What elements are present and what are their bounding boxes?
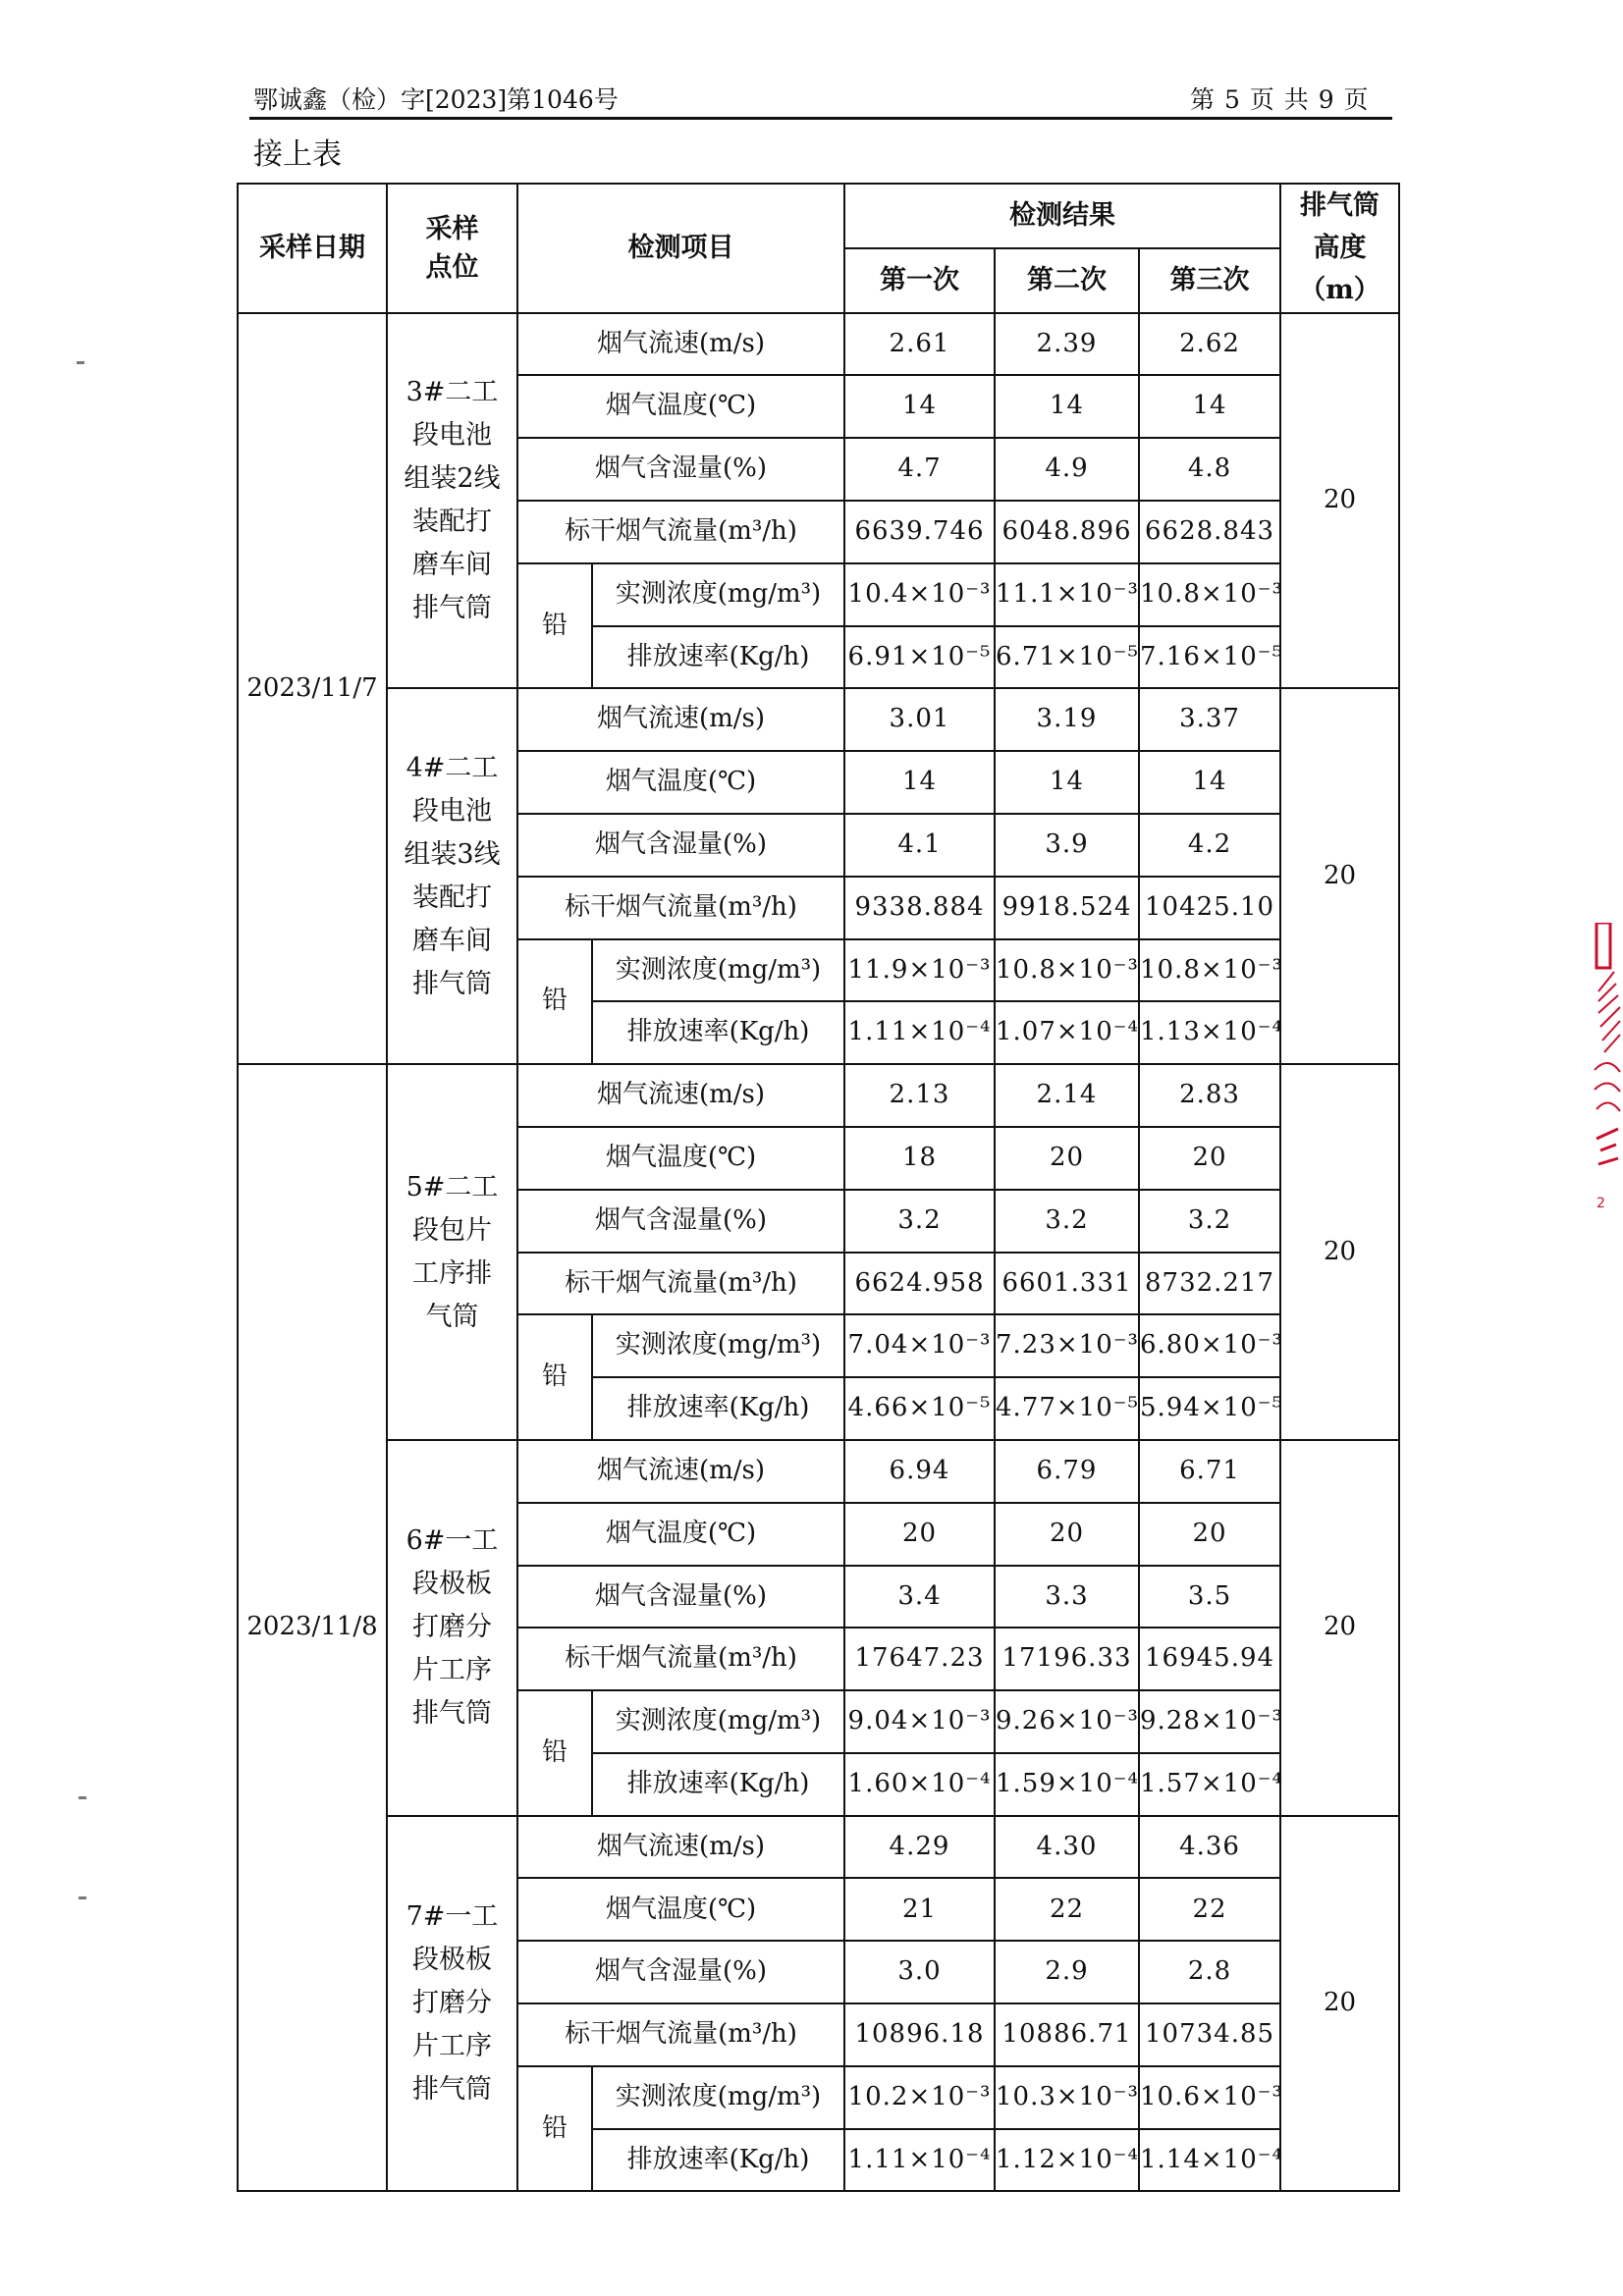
item-humidity: 烟气含湿量(%) xyxy=(517,438,844,501)
result-value: 14 xyxy=(844,375,995,438)
sampling-date: 2023/11/7 xyxy=(238,313,387,1065)
stack-height: 20 xyxy=(1280,1064,1399,1440)
item-temperature: 烟气温度(℃) xyxy=(517,751,844,814)
item-flow: 标干烟气流量(m³/h) xyxy=(517,877,844,939)
result-value: 2.13 xyxy=(844,1064,995,1127)
result-value: 4.30 xyxy=(995,1816,1139,1879)
result-value: 17196.33 xyxy=(995,1628,1139,1690)
item-flow: 标干烟气流量(m³/h) xyxy=(517,501,844,563)
result-value: 21 xyxy=(844,1878,995,1941)
item-concentration: 实测浓度(mg/m³) xyxy=(592,2066,844,2129)
col-point-header: 采样点位 xyxy=(387,184,517,313)
item-velocity: 烟气流速(m/s) xyxy=(517,313,844,376)
item-velocity: 烟气流速(m/s) xyxy=(517,688,844,751)
table-row xyxy=(238,1816,1399,1879)
result-value: 20 xyxy=(995,1127,1139,1190)
result-value: 9.04×10⁻³ xyxy=(844,1690,995,1753)
result-value: 6.71 xyxy=(1139,1440,1280,1503)
result-value: 10.8×10⁻³ xyxy=(995,939,1139,1002)
result-value: 1.12×10⁻⁴ xyxy=(995,2129,1139,2192)
result-value: 1.57×10⁻⁴ xyxy=(1139,1753,1280,1816)
col-item-header: 检测项目 xyxy=(517,184,844,313)
result-value: 3.2 xyxy=(1139,1190,1280,1253)
result-value: 1.07×10⁻⁴ xyxy=(995,1001,1139,1064)
item-humidity: 烟气含湿量(%) xyxy=(517,1566,844,1629)
result-value: 6628.843 xyxy=(1139,501,1280,563)
result-value: 4.9 xyxy=(995,438,1139,501)
item-temperature: 烟气温度(℃) xyxy=(517,1503,844,1566)
item-rate: 排放速率(Kg/h) xyxy=(592,1377,844,1440)
item-concentration: 实测浓度(mg/m³) xyxy=(592,939,844,1002)
item-concentration: 实测浓度(mg/m³) xyxy=(592,563,844,626)
result-value: 6639.746 xyxy=(844,501,995,563)
results-table xyxy=(237,183,1400,2192)
item-flow: 标干烟气流量(m³/h) xyxy=(517,1628,844,1690)
item-rate: 排放速率(Kg/h) xyxy=(592,1753,844,1816)
red-seal-fragment xyxy=(1591,923,1623,1237)
report-number: 鄂诚鑫（检）字[2023]第1046号 xyxy=(253,85,619,114)
result-value: 3.37 xyxy=(1139,688,1280,751)
item-lead: 铅 xyxy=(517,1314,592,1440)
result-value: 6.91×10⁻⁵ xyxy=(844,626,995,689)
result-value: 7.04×10⁻³ xyxy=(844,1314,995,1377)
result-value: 10.4×10⁻³ xyxy=(844,563,995,626)
result-value: 4.8 xyxy=(1139,438,1280,501)
result-value: 14 xyxy=(1139,375,1280,438)
result-value: 20 xyxy=(844,1503,995,1566)
result-value: 4.7 xyxy=(844,438,995,501)
result-value: 16945.94 xyxy=(1139,1628,1280,1690)
item-lead: 铅 xyxy=(517,1690,592,1816)
result-value: 1.60×10⁻⁴ xyxy=(844,1753,995,1816)
sampling-date: 2023/11/8 xyxy=(238,1064,387,2191)
table-row xyxy=(238,688,1399,751)
result-value: 4.66×10⁻⁵ xyxy=(844,1377,995,1440)
result-value: 5.94×10⁻⁵ xyxy=(1139,1377,1280,1440)
result-value: 6601.331 xyxy=(995,1253,1139,1315)
stack-height: 20 xyxy=(1280,1440,1399,1816)
sampling-point: 6#一工段极板打磨分片工序排气筒 xyxy=(387,1440,517,1816)
item-rate: 排放速率(Kg/h) xyxy=(592,2129,844,2192)
stack-height: 20 xyxy=(1280,313,1399,689)
result-value: 20 xyxy=(1139,1127,1280,1190)
item-rate: 排放速率(Kg/h) xyxy=(592,1001,844,1064)
result-value: 9338.884 xyxy=(844,877,995,939)
result-value: 14 xyxy=(1139,751,1280,814)
result-value: 3.9 xyxy=(995,814,1139,877)
result-value: 3.4 xyxy=(844,1566,995,1629)
result-value: 6.80×10⁻³ xyxy=(1139,1314,1280,1377)
header-row xyxy=(238,184,1399,248)
result-value: 10.8×10⁻³ xyxy=(1139,939,1280,1002)
scan-speck xyxy=(79,1896,86,1899)
result-value: 2.14 xyxy=(995,1064,1139,1127)
result-value: 1.13×10⁻⁴ xyxy=(1139,1001,1280,1064)
result-value: 10.2×10⁻³ xyxy=(844,2066,995,2129)
table-row xyxy=(238,1440,1399,1503)
result-value: 7.23×10⁻³ xyxy=(995,1314,1139,1377)
scan-speck xyxy=(77,361,84,364)
item-lead: 铅 xyxy=(517,563,592,689)
result-value: 10886.71 xyxy=(995,2003,1139,2066)
sampling-point: 7#一工段极板打磨分片工序排气筒 xyxy=(387,1816,517,2192)
result-value: 10734.85 xyxy=(1139,2003,1280,2066)
result-value: 6048.896 xyxy=(995,501,1139,563)
result-value: 8732.217 xyxy=(1139,1253,1280,1315)
col-date-header: 采样日期 xyxy=(238,184,387,313)
stack-height: 20 xyxy=(1280,688,1399,1064)
result-value: 22 xyxy=(1139,1878,1280,1941)
item-concentration: 实测浓度(mg/m³) xyxy=(592,1314,844,1377)
result-value: 6.79 xyxy=(995,1440,1139,1503)
result-value: 2.83 xyxy=(1139,1064,1280,1127)
result-value: 6.94 xyxy=(844,1440,995,1503)
col-height-header: 排气筒高度（m） xyxy=(1280,184,1399,313)
result-value: 2.9 xyxy=(995,1941,1139,2003)
sampling-point: 3#二工段电池组装2线装配打磨车间排气筒 xyxy=(387,313,517,689)
result-value: 9918.524 xyxy=(995,877,1139,939)
result-value: 17647.23 xyxy=(844,1628,995,1690)
result-value: 3.3 xyxy=(995,1566,1139,1629)
result-value: 20 xyxy=(995,1503,1139,1566)
result-value: 11.9×10⁻³ xyxy=(844,939,995,1002)
result-value: 20 xyxy=(1139,1503,1280,1566)
item-rate: 排放速率(Kg/h) xyxy=(592,626,844,689)
result-value: 4.77×10⁻⁵ xyxy=(995,1377,1139,1440)
result-value: 2.39 xyxy=(995,313,1139,376)
item-humidity: 烟气含湿量(%) xyxy=(517,814,844,877)
item-lead: 铅 xyxy=(517,939,592,1065)
scan-speck xyxy=(79,1796,86,1799)
result-value: 10.3×10⁻³ xyxy=(995,2066,1139,2129)
result-value: 3.19 xyxy=(995,688,1139,751)
item-velocity: 烟气流速(m/s) xyxy=(517,1440,844,1503)
col-first-header: 第一次 xyxy=(844,248,995,313)
result-value: 2.8 xyxy=(1139,1941,1280,2003)
item-flow: 标干烟气流量(m³/h) xyxy=(517,2003,844,2066)
result-value: 2.62 xyxy=(1139,313,1280,376)
result-value: 1.11×10⁻⁴ xyxy=(844,1001,995,1064)
result-value: 10896.18 xyxy=(844,2003,995,2066)
continued-label: 接上表 xyxy=(253,137,342,172)
result-value: 3.01 xyxy=(844,688,995,751)
col-third-header: 第三次 xyxy=(1139,248,1280,313)
result-value: 1.59×10⁻⁴ xyxy=(995,1753,1139,1816)
result-value: 2.61 xyxy=(844,313,995,376)
result-value: 3.2 xyxy=(995,1190,1139,1253)
result-value: 14 xyxy=(844,751,995,814)
result-value: 11.1×10⁻³ xyxy=(995,563,1139,626)
result-value: 6.71×10⁻⁵ xyxy=(995,626,1139,689)
page-indicator: 第 5 页 共 9 页 xyxy=(1190,85,1370,114)
result-value: 1.14×10⁻⁴ xyxy=(1139,2129,1280,2192)
sampling-point: 4#二工段电池组装3线装配打磨车间排气筒 xyxy=(387,688,517,1064)
item-concentration: 实测浓度(mg/m³) xyxy=(592,1690,844,1753)
result-value: 4.1 xyxy=(844,814,995,877)
header-rule xyxy=(249,117,1392,120)
result-value: 3.2 xyxy=(844,1190,995,1253)
result-value: 4.29 xyxy=(844,1816,995,1879)
result-value: 10.6×10⁻³ xyxy=(1139,2066,1280,2129)
result-value: 9.26×10⁻³ xyxy=(995,1690,1139,1753)
item-temperature: 烟气温度(℃) xyxy=(517,1878,844,1941)
result-value: 14 xyxy=(995,751,1139,814)
result-value: 4.2 xyxy=(1139,814,1280,877)
result-value: 10.8×10⁻³ xyxy=(1139,563,1280,626)
result-value: 14 xyxy=(995,375,1139,438)
item-lead: 铅 xyxy=(517,2066,592,2192)
result-value: 22 xyxy=(995,1878,1139,1941)
result-value: 18 xyxy=(844,1127,995,1190)
item-velocity: 烟气流速(m/s) xyxy=(517,1816,844,1879)
svg-text:2: 2 xyxy=(1596,1196,1605,1211)
result-value: 7.16×10⁻⁵ xyxy=(1139,626,1280,689)
item-temperature: 烟气温度(℃) xyxy=(517,1127,844,1190)
item-humidity: 烟气含湿量(%) xyxy=(517,1190,844,1253)
col-result-header: 检测结果 xyxy=(844,184,1280,248)
result-value: 3.5 xyxy=(1139,1566,1280,1629)
result-value: 6624.958 xyxy=(844,1253,995,1315)
table-row xyxy=(238,1064,1399,1127)
result-value: 10425.10 xyxy=(1139,877,1280,939)
item-humidity: 烟气含湿量(%) xyxy=(517,1941,844,2003)
result-value: 4.36 xyxy=(1139,1816,1280,1879)
item-flow: 标干烟气流量(m³/h) xyxy=(517,1253,844,1315)
col-second-header: 第二次 xyxy=(995,248,1139,313)
table-row xyxy=(238,313,1399,376)
sampling-point: 5#二工段包片工序排气筒 xyxy=(387,1064,517,1440)
item-temperature: 烟气温度(℃) xyxy=(517,375,844,438)
result-value: 9.28×10⁻³ xyxy=(1139,1690,1280,1753)
results-table-body xyxy=(238,184,1399,2191)
item-velocity: 烟气流速(m/s) xyxy=(517,1064,844,1127)
result-value: 1.11×10⁻⁴ xyxy=(844,2129,995,2192)
stack-height: 20 xyxy=(1280,1816,1399,2192)
result-value: 3.0 xyxy=(844,1941,995,2003)
